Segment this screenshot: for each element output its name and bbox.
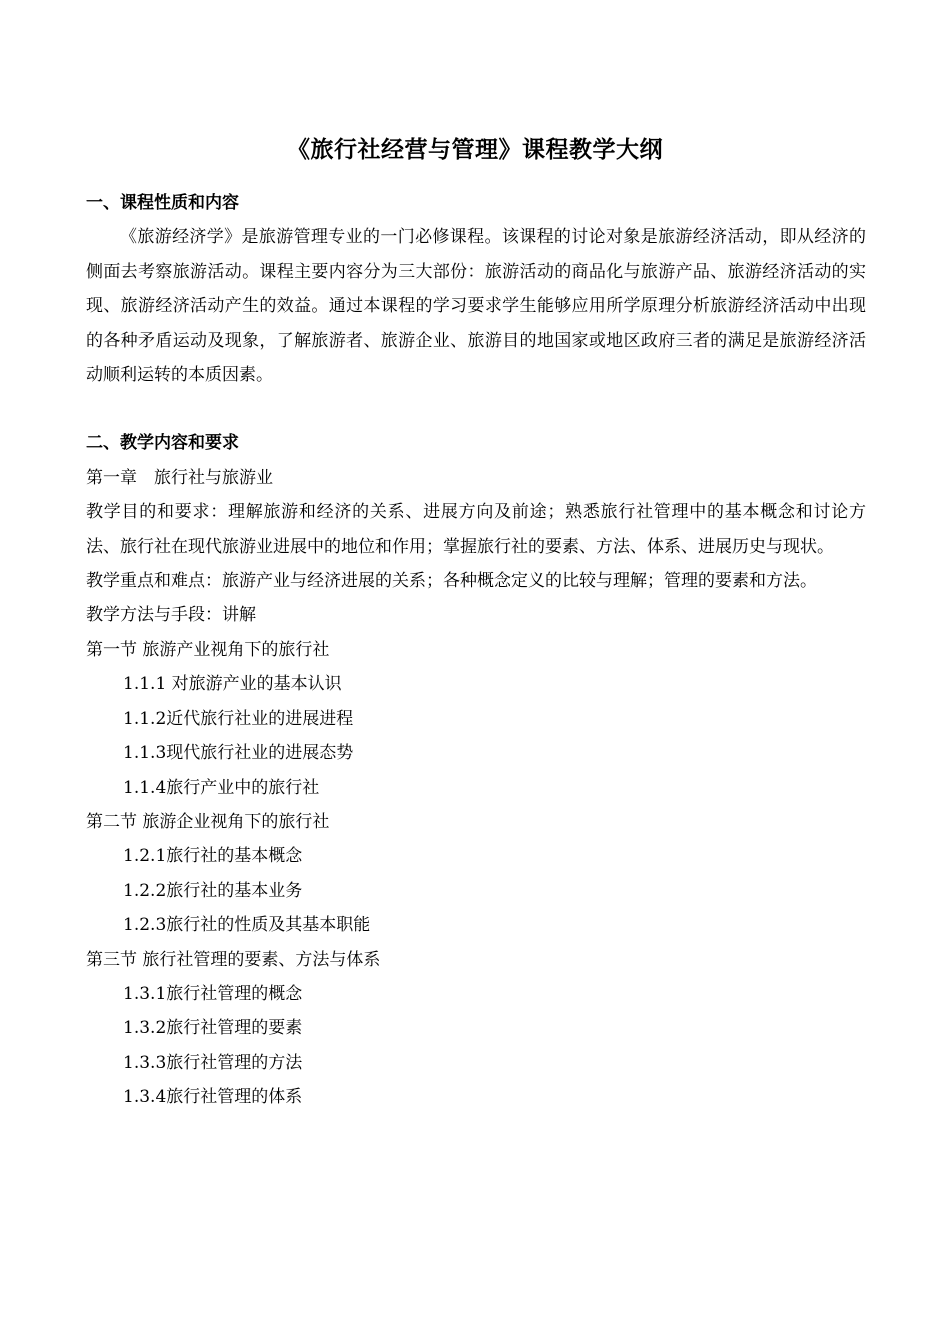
- outline-item: 1.3.3旅行社管理的方法: [123, 1052, 303, 1073]
- outline-item: 1.3.2旅行社管理的要素: [123, 1018, 303, 1039]
- document-body: [86, 186, 866, 1115]
- teaching-key-points: 教学重点和难点：旅游产业与经济进展的关系；各种概念定义的比较与理解；管理的要素和方法。: [86, 571, 817, 592]
- spacer: [86, 392, 866, 426]
- outline-item: 1.2.1旅行社的基本概念: [123, 846, 303, 867]
- outline-item: 1.1.1 对旅游产业的基本认识: [123, 674, 342, 695]
- section-heading-course-nature: 一、课程性质和内容: [86, 193, 239, 213]
- section-title-2: 第二节 旅游企业视角下的旅行社: [86, 811, 330, 832]
- document-title: 《旅行社经营与管理》课程教学大纲: [287, 136, 663, 163]
- outline-item: 1.1.2近代旅行社业的进展进程: [123, 708, 354, 729]
- section-title-1: 第一节 旅游产业视角下的旅行社: [86, 639, 330, 660]
- course-description-paragraph: 《旅游经济学》是旅游管理专业的一门必修课程。该课程的讨论对象是旅游经济活动，即从经济的侧面去考察旅游活动。课程主要内容分为三大部份：旅游活动的商品化与旅游产品、旅游经济活动的实现、旅游经济活动产生的效益。通过本课程的学习要求学生能够应用所学原理分析旅游经济活动中出现的各种矛盾运动及现象，了解旅游者、旅游企业、旅游目的地国家或地区政府三者的满足是旅游经济活动顺利运转的本质因素。: [86, 227, 866, 386]
- outline-item: 1.1.4旅行产业中的旅行社: [123, 777, 320, 798]
- outline-item: 1.2.3旅行社的性质及其基本职能: [123, 915, 371, 936]
- chapter-title: 第一章 旅行社与旅游业: [86, 467, 273, 488]
- outline-item: 1.3.4旅行社管理的体系: [123, 1087, 303, 1108]
- teaching-objectives: 教学目的和要求：理解旅游和经济的关系、进展方向及前途；熟悉旅行社管理中的基本概念和讨论方法、旅行社在现代旅游业进展中的地位和作用；掌握旅行社的要素、方法、体系、进展历史与现状。: [86, 502, 866, 557]
- outline-item: 1.3.1旅行社管理的概念: [123, 983, 303, 1004]
- teaching-methods: 教学方法与手段：讲解: [86, 605, 256, 626]
- outline-item: 1.2.2旅行社的基本业务: [123, 880, 303, 901]
- section-heading-teaching-content: 二、教学内容和要求: [86, 433, 239, 454]
- section-title-3: 第三节 旅行社管理的要素、方法与体系: [86, 949, 381, 970]
- outline-item: 1.1.3现代旅行社业的进展态势: [123, 743, 354, 764]
